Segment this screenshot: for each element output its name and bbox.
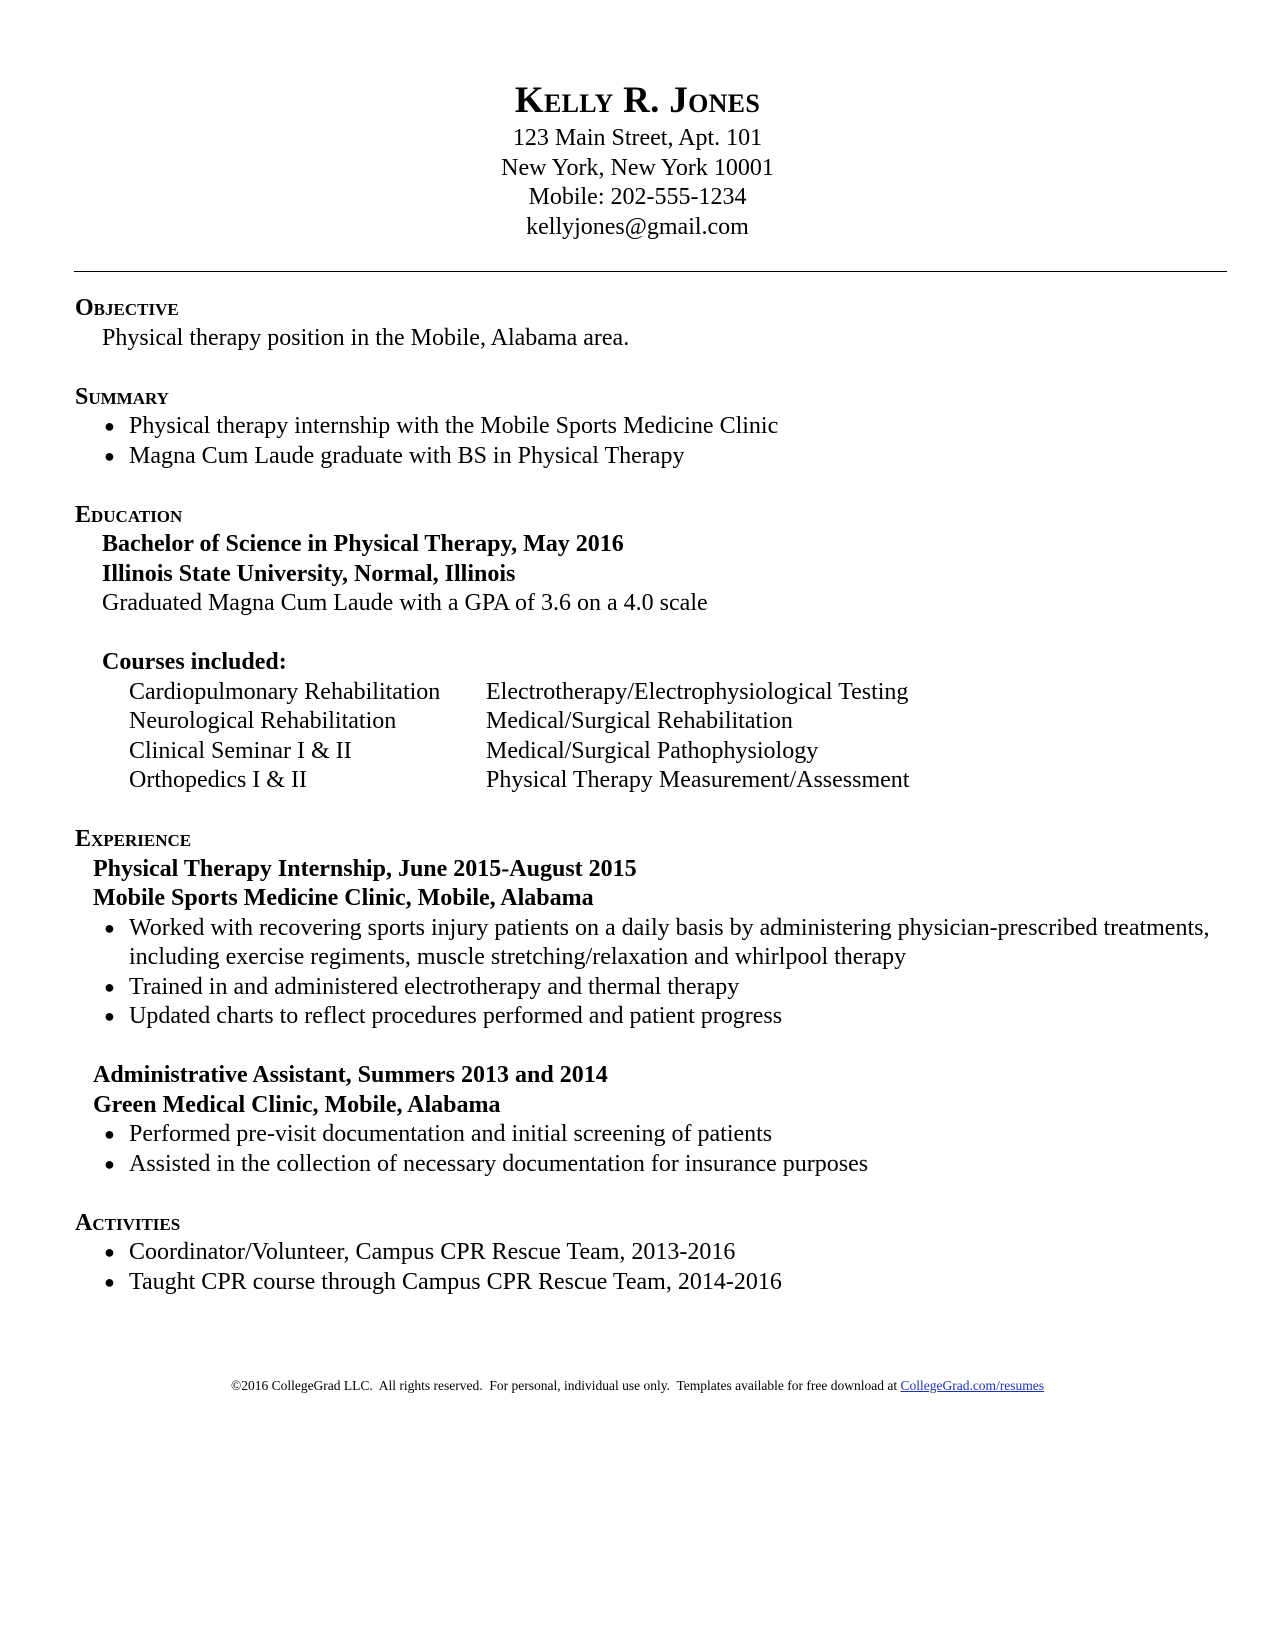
resume-body bbox=[75, 294, 1215, 1297]
activity-item: ● Taught CPR course through Campus CPR Rescue Team, 2014-2016 bbox=[75, 1268, 1215, 1298]
school: Illinois State University, Normal, Illinois bbox=[102, 560, 516, 587]
bullet-icon: ● bbox=[104, 1242, 115, 1262]
address-line-1: 123 Main Street, Apt. 101 bbox=[512, 125, 763, 151]
course-item: Medical/Surgical Rehabilitation bbox=[486, 708, 793, 734]
job-bullet: ● Trained in and administered electrotherapy and thermal therapy bbox=[75, 973, 1215, 1003]
degree: Bachelor of Science in Physical Therapy, May 2016 bbox=[102, 531, 624, 557]
summary-item: ● Magna Cum Laude graduate with BS in Physical Therapy bbox=[75, 442, 1215, 472]
courses-label: Courses included: bbox=[102, 649, 287, 675]
course-item: Physical Therapy Measurement/Assessment bbox=[486, 767, 910, 793]
activities-list bbox=[75, 1238, 1215, 1297]
courses-grid bbox=[75, 678, 1215, 796]
bullet-icon: ● bbox=[104, 416, 115, 436]
job-bullets bbox=[75, 1120, 1215, 1179]
course-item: Cardiopulmonary Rehabilitation bbox=[129, 678, 441, 705]
objective-text: Physical therapy position in the Mobile, Alabama area. bbox=[102, 324, 630, 351]
activity-item: ● Coordinator/Volunteer, Campus CPR Rescue Team, 2013-2016 bbox=[75, 1238, 1215, 1268]
bullet-icon: ● bbox=[104, 1124, 115, 1144]
summary-list bbox=[75, 412, 1215, 471]
objective-heading: Objective bbox=[75, 295, 179, 321]
course-item: Orthopedics I & II bbox=[129, 767, 307, 793]
job-employer: Mobile Sports Medicine Clinic, Mobile, Alabama bbox=[93, 885, 594, 911]
bullet-icon: ● bbox=[104, 917, 115, 938]
job-bullets bbox=[75, 914, 1215, 1032]
job-bullet: ● Updated charts to reflect procedures performed and patient progress bbox=[75, 1002, 1215, 1032]
job-title: Administrative Assistant, Summers 2013 and 2014 bbox=[93, 1062, 608, 1088]
job-bullet: ● Performed pre-visit documentation and initial screening of patients bbox=[75, 1120, 1215, 1150]
bullet-icon: ● bbox=[104, 1006, 115, 1026]
job-title: Physical Therapy Internship, June 2015-August 2015 bbox=[93, 855, 637, 882]
footer-text: ©2016 CollegeGrad LLC. All rights reserved. For personal, individual use only. Templates available for free download at bbox=[230, 1378, 901, 1393]
candidate-name: Kelly R. Jones bbox=[514, 80, 761, 121]
course-item: Electrotherapy/Electrophysiological Testing bbox=[486, 678, 909, 705]
address-line-2: New York, New York 10001 bbox=[501, 154, 774, 181]
summary-heading: Summary bbox=[75, 383, 169, 410]
job-bullet: ● Worked with recovering sports injury patients on a daily basis by administering physician-prescribed treatments, including exercise regiments, muscle stretching/relaxation and whirlpool therapy bbox=[104, 914, 1210, 970]
course-item: Medical/Surgical Pathophysiology bbox=[486, 737, 819, 764]
phone-number: Mobile: 202-555-1234 bbox=[528, 184, 747, 210]
course-item: Neurological Rehabilitation bbox=[129, 708, 397, 734]
bullet-icon: ● bbox=[104, 1271, 115, 1292]
honors: Graduated Magna Cum Laude with a GPA of 3.6 on a 4.0 scale bbox=[102, 590, 708, 616]
copyright-footer bbox=[0, 1378, 1275, 1394]
summary-item: ● Physical therapy internship with the Mobile Sports Medicine Clinic bbox=[75, 412, 1215, 442]
job-employer: Green Medical Clinic, Mobile, Alabama bbox=[93, 1091, 501, 1118]
experience-heading: Experience bbox=[75, 826, 192, 852]
education-heading: Education bbox=[75, 501, 183, 528]
bullet-icon: ● bbox=[104, 445, 115, 466]
header-divider bbox=[74, 271, 1227, 272]
resume-header bbox=[0, 78, 1275, 242]
course-item: Clinical Seminar I & II bbox=[129, 737, 352, 764]
bullet-icon: ● bbox=[104, 976, 115, 997]
footer-link[interactable]: CollegeGrad.com/resumes bbox=[900, 1378, 1045, 1393]
bullet-icon: ● bbox=[104, 1153, 115, 1174]
job-bullet: ● Assisted in the collection of necessary documentation for insurance purposes bbox=[75, 1150, 1215, 1180]
activities-heading: Activities bbox=[75, 1209, 181, 1236]
email-address: kellyjones@gmail.com bbox=[526, 213, 749, 240]
